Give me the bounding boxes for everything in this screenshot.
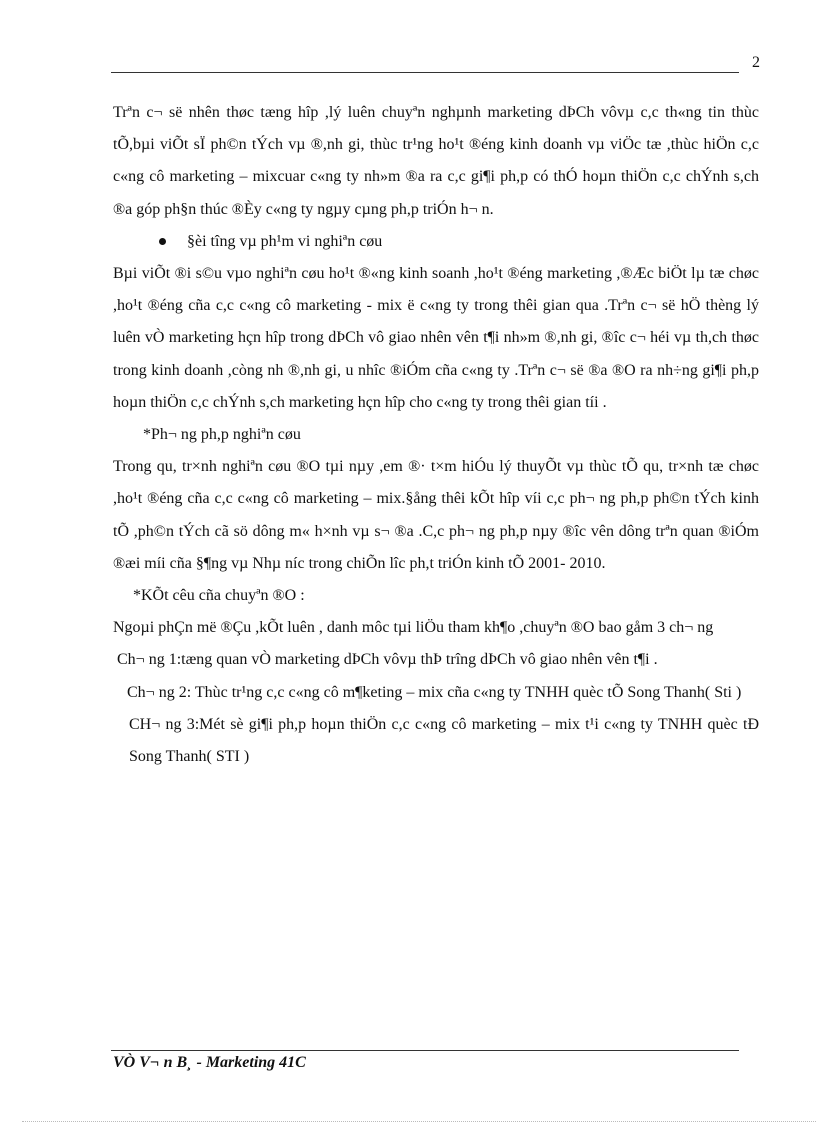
subject-paragraph: Bµi viÕt ®i s©u vµo nghiªn cøu ho¹t ®«ng kinh soanh ,ho¹t ®éng marketing ,®Æc biÖt lµ tæ chøc ,ho¹t ®éng cña c,c c«ng cô marketing - mix ë c«ng ty trong thêi gian qua .Trªn c¬ së hÖ thèng lý luên vÒ marketing hçn hîp trong dÞCh vô giao nhên vên t¶i nh»m ®,nh gi, ®îc c¬ héi vµ th,ch thøc trong kinh doanh ,còng nh ®,nh gi, u nhîc ®iÓm cña c«ng ty .Trªn c¬ së ®a ®O ra nh÷ng gi¶i ph,p hoµn thiÖn c,c chÝnh s,ch marketing hçn hîp cho c«ng ty trong thêi gian tíi . (113, 265, 759, 411)
page-number: 2 (752, 54, 760, 71)
chapter-3-line: CH¬ ng 3:Mét sè gi¶i ph,p hoµn thiÖn c,c c«ng cô marketing – mix t¹i c«ng ty TNHH quèc tÐ Song Thanh( STI ) (129, 715, 759, 766)
intro-paragraph: Trªn c¬ së nhên thøc tæng hîp ,lý luên chuyªn nghµnh marketing dÞCh vôvµ c,c th«ng tin thùc tÕ,bµi viÕt sÏ ph©n tÝch vµ ®,nh gi, thùc tr¹ng ho¹t ®éng kinh doanh vµ viÖc tæ ,thùc hiÖn c,c c«ng cô marketing – mixcuar c«ng ty nh»m ®a ra c,c gi¶i ph,p có thÓ hoµn thiÖn c,c chÝnh s,ch ®a góp ph§n thúc ®Èy c«ng ty ngµy cµng ph,p triÓn h¬ n. (113, 104, 759, 218)
chapter-2-line: Ch¬ ng 2: Thùc tr¹ng c,c c«ng cô m¶keting – mix cña c«ng ty TNHH quèc tÕ Song Thanh( Sti ) (127, 683, 742, 701)
footer-author: VÒ V¬ n B¸ - Marketing 41C (113, 1054, 306, 1071)
footer-rule (111, 1050, 739, 1051)
structure-heading: *KÕt cêu cña chuyªn ®O : (133, 587, 305, 605)
bullet-icon (159, 238, 166, 245)
document-body (113, 97, 759, 773)
structure-paragraph: Ngoµi phÇn më ®Çu ,kÕt luên , danh môc tµi liÖu tham kh¶o ,chuyªn ®O bao gåm 3 ch¬ ng (113, 619, 714, 637)
bullet-heading-text: §èi tîng vµ ph¹m vi nghiªn cøu (187, 232, 383, 250)
method-paragraph: Trong qu, tr×nh nghiªn cøu ®O tµi nµy ,em ®· t×m hiÓu lý thuyÕt vµ thùc tÕ qu, tr×nh tæ chøc ,ho¹t ®éng cña c,c c«ng cô marketing – mix.§ång thêi kÕt hîp víi c,c ph¬ ng ph,p ph©n tÝch kinh tÕ ,ph©n tÝch cã sö dông m« h×nh vµ s¬ ®a .C,c ph¬ ng ph,p nµy ®îc vên dông trªn quan ®iÓm ®æi míi cña §¶ng vµ Nhµ níc trong chiÕn lîc ph,t triÓn kinh tÕ 2001- 2010. (113, 458, 759, 572)
page-bottom-edge (22, 1121, 816, 1122)
chapter-1-line: Ch¬ ng 1:tæng quan vÒ marketing dÞCh vôvµ thÞ trîng dÞCh vô giao nhên vên t¶i . (117, 651, 658, 669)
header-rule (111, 72, 739, 73)
method-heading: *Ph¬ ng ph,p nghiªn cøu (143, 426, 301, 444)
bullet-heading-research-scope (113, 226, 759, 258)
